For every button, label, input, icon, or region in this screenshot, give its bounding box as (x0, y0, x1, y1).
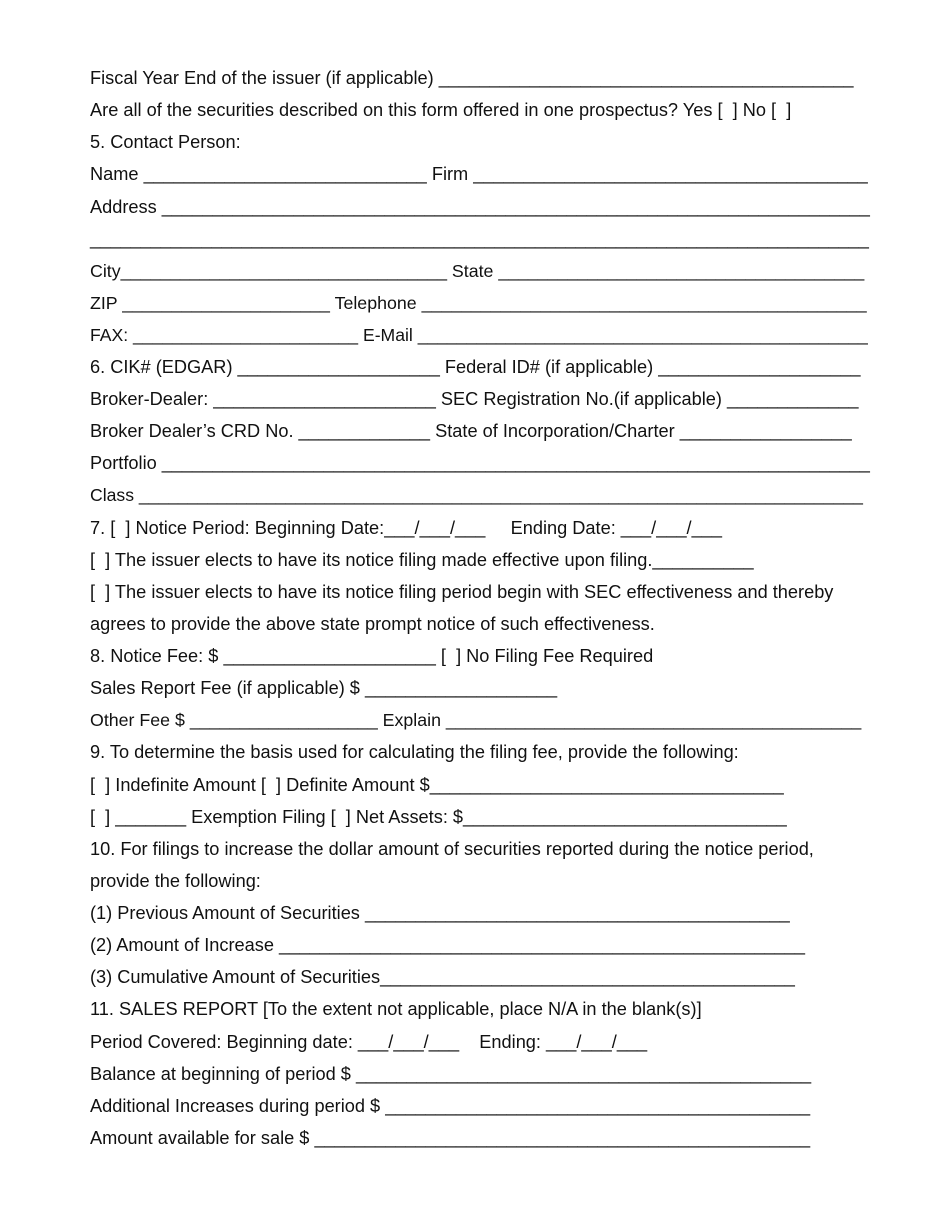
broker-dealer-sec-registration-fields (90, 387, 950, 411)
line-text: _____________________________________________________________________________ (90, 229, 869, 249)
amount-available-field (90, 1126, 950, 1150)
line-text: Broker Dealer’s CRD No. _____________ State of Incorporation/Charter _________________ (90, 421, 852, 441)
section-10-heading (90, 837, 950, 861)
line-text: [ ] The issuer elects to have its notice filing made effective upon filing.__________ (90, 550, 754, 570)
city-state-fields (90, 259, 950, 283)
sales-report-fee-field (90, 676, 950, 700)
name-firm-fields (90, 162, 950, 186)
balance-beginning-field (90, 1062, 950, 1086)
fax-email-fields (90, 323, 950, 347)
period-covered-dates (90, 1030, 950, 1054)
line-text: City_________________________________ State _____________________________________ (90, 261, 865, 281)
address-continuation-field (90, 227, 950, 251)
line-text: provide the following: (90, 871, 261, 891)
zip-telephone-fields (90, 291, 950, 315)
other-fee-explain-fields (90, 708, 950, 732)
notice-fee-field (90, 644, 950, 668)
line-text: Sales Report Fee (if applicable) $ ___________________ (90, 678, 558, 698)
line-text: Portfolio ______________________________________________________________________ (90, 453, 870, 473)
amount-of-increase-field (90, 933, 950, 957)
line-text: Are all of the securities described on this form offered in one prospectus? Yes [ ] No [ ] (90, 100, 792, 120)
line-text: Balance at beginning of period $ _____________________________________________ (90, 1064, 812, 1084)
line-text: Address ______________________________________________________________________ (90, 197, 870, 217)
crd-incorporation-fields (90, 419, 950, 443)
line-text: Period Covered: Beginning date: ___/___/___ Ending: ___/___/___ (90, 1032, 648, 1052)
line-text: agrees to provide the above state prompt notice of such effectiveness. (90, 614, 655, 634)
line-text: [ ] _______ Exemption Filing [ ] Net Assets: $________________________________ (90, 807, 787, 827)
cumulative-amount-field (90, 965, 950, 989)
line-text: FAX: _______________________ E-Mail ______________________________________________ (90, 325, 868, 345)
effective-upon-filing-option (90, 548, 950, 572)
sec-effectiveness-option (90, 580, 950, 604)
class-field (90, 483, 950, 507)
line-text: (1) Previous Amount of Securities __________________________________________ (90, 903, 790, 923)
line-text: Broker-Dealer: ______________________ SEC Registration No.(if applicable) _____________ (90, 389, 859, 409)
line-text: 6. CIK# (EDGAR) ____________________ Federal ID# (if applicable) ____________________ (90, 357, 861, 377)
fiscal-year-end-field (90, 66, 950, 90)
line-text: Additional Increases during period $ __________________________________________ (90, 1096, 811, 1116)
additional-increases-field (90, 1094, 950, 1118)
portfolio-field (90, 451, 950, 475)
previous-amount-field (90, 901, 950, 925)
line-text: 9. To determine the basis used for calculating the filing fee, provide the following: (90, 742, 739, 762)
section-5-heading (90, 130, 950, 154)
section-11-heading (90, 997, 950, 1021)
line-text: Other Fee $ ___________________ Explain __________________________________________ (90, 710, 862, 730)
line-text: Amount available for sale $ _________________________________________________ (90, 1128, 811, 1148)
line-text: Fiscal Year End of the issuer (if applicable) _________________________________________ (90, 68, 854, 88)
one-prospectus-question (90, 98, 950, 122)
line-text: 10. For filings to increase the dollar amount of securities reported during the notice period, (90, 839, 814, 859)
line-text: [ ] Indefinite Amount [ ] Definite Amount $___________________________________ (90, 775, 784, 795)
line-text: [ ] The issuer elects to have its notice filing period begin with SEC effectiveness and thereby (90, 582, 834, 602)
section-10-heading-continued (90, 869, 950, 893)
line-text: (2) Amount of Increase ____________________________________________________ (90, 935, 806, 955)
line-text: Name ____________________________ Firm _______________________________________ (90, 164, 868, 184)
notice-period-dates (90, 516, 950, 540)
line-text: 7. [ ] Notice Period: Beginning Date:___/___/___ Ending Date: ___/___/___ (90, 518, 722, 538)
line-text: 11. SALES REPORT [To the extent not applicable, place N/A in the blank(s)] (90, 999, 702, 1019)
address-field (90, 195, 950, 219)
exemption-net-assets-options (90, 805, 950, 829)
line-text: (3) Cumulative Amount of Securities_________________________________________ (90, 967, 795, 987)
line-text: 8. Notice Fee: $ _____________________ [ ] No Filing Fee Required (90, 646, 654, 666)
section-9-heading (90, 740, 950, 764)
sec-effectiveness-option-continued (90, 612, 950, 636)
indefinite-definite-amount-options (90, 773, 950, 797)
line-text: ZIP _____________________ Telephone _____________________________________________ (90, 293, 867, 313)
line-text: 5. Contact Person: (90, 132, 241, 152)
cik-federal-id-fields (90, 355, 950, 379)
line-text: Class __________________________________________________________________________ (90, 485, 863, 505)
